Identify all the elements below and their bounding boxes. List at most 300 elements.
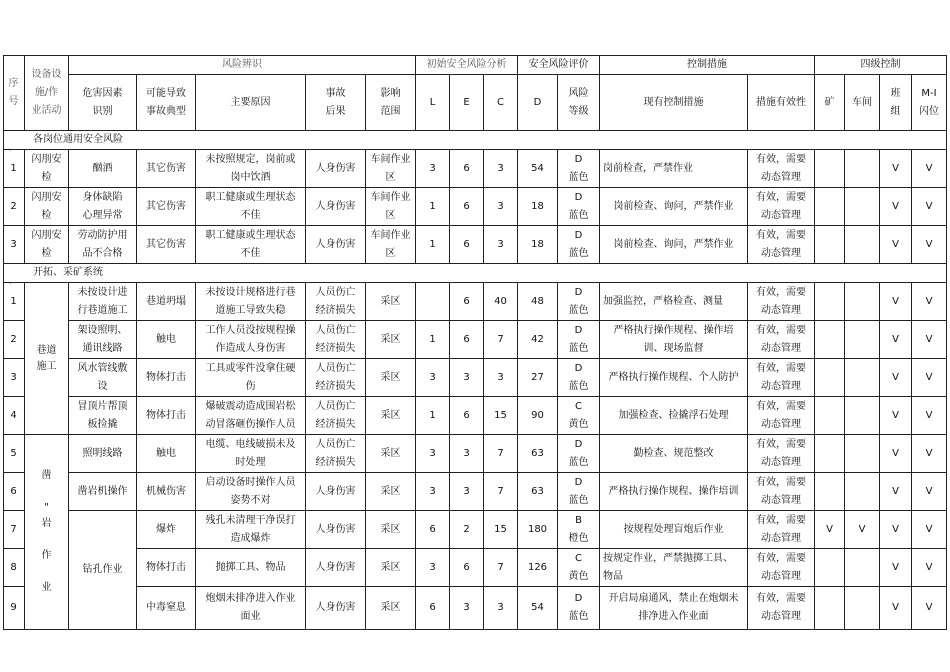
row-consequence	[306, 283, 366, 321]
row-number-text: 6	[10, 485, 17, 497]
row-hazard	[69, 188, 137, 226]
row-E-text: 6	[463, 333, 470, 345]
row-accident-text: 机械伤害	[146, 485, 186, 497]
row-C	[484, 549, 518, 587]
group-drilling-operation-text: 钻孔作业	[82, 564, 123, 575]
row-E	[450, 473, 484, 511]
row-consequence-text: 人员伤亡 经济损失	[315, 438, 356, 468]
row-E-text: 6	[463, 200, 470, 212]
row-D	[518, 359, 558, 397]
header-team	[880, 75, 912, 131]
row-risk-level	[558, 321, 600, 359]
row-C	[484, 587, 518, 630]
row-equipment-text: 闪刖安 检	[31, 229, 62, 259]
header-initial-analysis	[416, 55, 518, 75]
row-equipment-text: 闪刖安 检	[31, 153, 62, 183]
row-cause-text: 电缆、电线破损未及 时处理	[205, 438, 296, 468]
header-control	[600, 55, 815, 75]
row-scope	[366, 549, 416, 587]
row-mine-check	[815, 397, 845, 435]
row-equipment	[25, 150, 69, 188]
row-L-text: 3	[429, 485, 436, 497]
row-L-text: 3	[429, 561, 436, 573]
row-scope-text: 采区	[380, 371, 401, 383]
row-hazard	[69, 359, 137, 397]
row-risk-level-text: D 蓝色	[568, 191, 589, 221]
row-cause	[196, 397, 306, 435]
header-consequence-text: 事故 后果	[325, 87, 346, 117]
row-hazard	[69, 150, 137, 188]
row-hazard	[69, 397, 137, 435]
row-workshop-check	[845, 283, 880, 321]
row-D-text: 27	[531, 371, 544, 383]
row-measures-text: 岗前检查，严禁作业	[603, 162, 693, 174]
row-scope-text: 采区	[380, 485, 401, 497]
row-effectiveness	[748, 435, 815, 473]
row-accident	[137, 188, 196, 226]
row-L	[416, 150, 450, 188]
row-risk-level-text: C 黄色	[568, 400, 589, 430]
row-E-text: 3	[463, 447, 470, 459]
row-L-text: 1	[429, 200, 436, 212]
row-scope	[366, 473, 416, 511]
row-effectiveness	[748, 283, 815, 321]
row-team-check-text: V	[892, 485, 899, 497]
row-scope-text: 车间作业 区	[370, 229, 411, 259]
row-workshop-check	[845, 321, 880, 359]
row-post-check	[912, 283, 947, 321]
row-cause-text: 抛掷工具、物品	[215, 561, 286, 573]
row-effectiveness-text: 有效，需要 动态管理	[756, 229, 806, 259]
row-team-check	[880, 359, 912, 397]
row-E	[450, 511, 484, 549]
header-scope	[366, 75, 416, 131]
row-workshop-check	[845, 435, 880, 473]
row-C	[484, 283, 518, 321]
row-cause	[196, 321, 306, 359]
row-cause-text: 爆破震动造成围岩松 动冒落砸伤操作人员	[205, 400, 296, 430]
row-D	[518, 511, 558, 549]
header-evaluation	[518, 55, 600, 75]
header-effectiveness	[748, 75, 815, 131]
row-hazard-text: 劳动防护用 品不合格	[77, 229, 128, 259]
row-measures	[600, 188, 748, 226]
row-L-text: 3	[429, 371, 436, 383]
row-number-text: 3	[10, 371, 17, 383]
header-post	[912, 75, 947, 131]
row-hazard-text: 酗酒	[92, 162, 113, 174]
row-risk-level	[558, 435, 600, 473]
row-post-check-text: V	[925, 447, 933, 459]
row-D-text: 48	[531, 295, 544, 307]
row-accident-text: 物体打击	[146, 409, 186, 421]
header-level-text: 风险 等级	[568, 87, 589, 117]
row-C	[484, 511, 518, 549]
row-E	[450, 359, 484, 397]
row-risk-level	[558, 473, 600, 511]
row-post-check	[912, 150, 947, 188]
row-consequence	[306, 549, 366, 587]
row-cause-text: 未按设计规格进行巷 道施工导致失稳	[205, 286, 296, 316]
row-mine-check	[815, 321, 845, 359]
section-mark: 、	[8, 276, 18, 286]
row-workshop-check	[845, 511, 880, 549]
row-team-check	[880, 587, 912, 630]
row-cause	[196, 359, 306, 397]
header-evaluation-text: 安全风险评价	[528, 58, 589, 70]
header-control-text: 控制措施	[687, 58, 727, 70]
row-workshop-check	[845, 188, 880, 226]
row-D	[518, 188, 558, 226]
row-team-check-text: V	[892, 295, 899, 307]
header-C	[484, 75, 518, 131]
row-scope-text: 采区	[380, 333, 401, 345]
row-workshop-check	[845, 226, 880, 264]
row-cause-text: 炮烟未排净进入作业 面业	[205, 593, 296, 622]
row-E-text: 3	[463, 371, 470, 383]
row-measures-text: 按规程处理盲炮后作业	[623, 523, 724, 535]
row-cause-text: 未按照规定，岗前或 岗中饮酒	[205, 153, 296, 183]
header-seq	[3, 55, 25, 131]
row-post-check	[912, 587, 947, 630]
header-accident-text: 可能导致 事故典型	[146, 87, 186, 117]
row-workshop-check	[845, 587, 880, 630]
row-effectiveness	[748, 188, 815, 226]
row-number	[3, 226, 25, 264]
row-effectiveness	[748, 226, 815, 264]
header-D	[518, 75, 558, 131]
row-number	[3, 435, 25, 473]
row-L	[416, 511, 450, 549]
row-mine-check	[815, 549, 845, 587]
header-level	[558, 75, 600, 131]
header-risk-identification	[69, 55, 416, 75]
row-cause	[196, 435, 306, 473]
row-scope	[366, 150, 416, 188]
row-D	[518, 226, 558, 264]
row-mine-check-text: V	[826, 523, 833, 535]
row-accident-text: 触电	[156, 447, 176, 459]
row-risk-level-text: D 蓝色	[568, 229, 589, 259]
row-consequence-text: 人身伤害	[315, 200, 356, 212]
row-scope-text: 采区	[380, 602, 401, 613]
row-D-text: 54	[531, 162, 544, 174]
row-D-text: 63	[531, 447, 544, 459]
row-D-text: 18	[531, 238, 544, 250]
row-post-check	[912, 321, 947, 359]
row-team-check-text: V	[892, 200, 899, 212]
row-scope	[366, 511, 416, 549]
row-accident-text: 物体打击	[146, 371, 186, 383]
row-cause	[196, 511, 306, 549]
header-post-text: M-I 闪位	[919, 87, 939, 117]
row-team-check-text: V	[892, 333, 899, 345]
row-measures	[600, 283, 748, 321]
row-mine-check	[815, 188, 845, 226]
row-measures	[600, 435, 748, 473]
row-post-check-text: V	[925, 371, 933, 383]
row-team-check	[880, 226, 912, 264]
row-team-check-text: V	[892, 523, 899, 535]
row-L-text: 3	[429, 162, 436, 174]
row-number	[3, 188, 25, 226]
row-C	[484, 435, 518, 473]
row-scope-text: 采区	[380, 447, 401, 459]
row-C	[484, 359, 518, 397]
row-L	[416, 188, 450, 226]
row-hazard-text: 未按设计进 行巷道施工	[77, 286, 128, 316]
header-consequence	[306, 75, 366, 131]
row-team-check-text: V	[892, 238, 899, 250]
row-mine-check	[815, 150, 845, 188]
row-E	[450, 188, 484, 226]
row-mine-check	[815, 587, 845, 630]
row-number-text: 7	[10, 523, 17, 535]
header-existing-measures-text: 现有控制措施	[643, 96, 704, 108]
row-L-text: 1	[429, 238, 436, 250]
row-risk-level-text: D 蓝色	[568, 286, 589, 316]
row-cause-text: 工具或零件没拿住硬 伤	[205, 362, 296, 392]
row-L	[416, 283, 450, 321]
row-consequence	[306, 359, 366, 397]
row-effectiveness	[748, 359, 815, 397]
header-L	[416, 75, 450, 131]
row-effectiveness-text: 有效，需要 动态管理	[756, 286, 806, 316]
row-cause	[196, 473, 306, 511]
header-E	[450, 75, 484, 131]
row-cause-text: 职工健康或生理状态 不佳	[205, 191, 296, 221]
row-workshop-check	[845, 397, 880, 435]
row-workshop-check-text: V	[858, 523, 866, 535]
row-accident-text: 爆炸	[156, 523, 176, 535]
row-post-check-text: V	[925, 409, 933, 421]
row-C-text: 40	[494, 295, 507, 307]
row-number	[3, 321, 25, 359]
group-rock-drilling-text: 凿 " 岩 作 业	[41, 470, 52, 593]
row-E	[450, 283, 484, 321]
row-D	[518, 150, 558, 188]
header-E-text: E	[463, 96, 470, 108]
row-scope-text: 采区	[380, 561, 401, 573]
header-mine-text: 矿	[824, 96, 835, 108]
row-scope	[366, 359, 416, 397]
row-number-text: 3	[10, 238, 17, 250]
row-consequence-text: 人身伤害	[315, 162, 356, 174]
row-effectiveness	[748, 321, 815, 359]
row-number-text: 9	[10, 602, 17, 613]
row-team-check	[880, 511, 912, 549]
row-team-check	[880, 549, 912, 587]
row-effectiveness-text: 有效，需要 动态管理	[756, 476, 806, 506]
row-risk-level	[558, 226, 600, 264]
row-D	[518, 283, 558, 321]
row-post-check	[912, 188, 947, 226]
row-post-check	[912, 549, 947, 587]
row-hazard-text: 照明线路	[82, 447, 123, 459]
header-risk-identification-text: 风险辨识	[222, 58, 262, 70]
row-risk-level-text: C 黄色	[568, 552, 589, 582]
row-accident-text: 其它伤害	[146, 162, 186, 174]
row-consequence-text: 人身伤害	[315, 561, 356, 573]
row-C	[484, 473, 518, 511]
row-risk-level-text: B 橙色	[568, 514, 589, 544]
header-hazard-text: 危害因素 识别	[82, 87, 123, 117]
row-post-check	[912, 359, 947, 397]
row-measures	[600, 321, 748, 359]
row-consequence	[306, 587, 366, 630]
row-D-text: 126	[527, 561, 548, 573]
row-accident-text: 触电	[156, 333, 176, 345]
section-row	[3, 131, 947, 150]
row-scope-text: 采区	[380, 523, 401, 535]
row-effectiveness-text: 有效，需要 动态管理	[756, 153, 806, 183]
row-D-text: 42	[531, 333, 544, 345]
row-D-text: 18	[531, 200, 544, 212]
row-effectiveness-text: 有效，需要 动态管理	[756, 593, 806, 622]
row-post-check	[912, 226, 947, 264]
group-rock-drilling	[25, 435, 69, 630]
row-accident	[137, 397, 196, 435]
row-number	[3, 587, 25, 630]
row-workshop-check	[845, 549, 880, 587]
row-workshop-check	[845, 473, 880, 511]
row-number-text: 5	[10, 447, 17, 459]
row-cause	[196, 549, 306, 587]
row-mine-check	[815, 435, 845, 473]
row-C-text: 7	[497, 485, 504, 497]
row-scope-text: 采区	[380, 409, 401, 421]
row-risk-level-text: D 蓝色	[568, 324, 589, 354]
row-measures-text: 严格执行操作规程、操作培训	[608, 485, 739, 497]
row-L-text: 6	[429, 523, 436, 535]
section-row	[3, 264, 947, 283]
row-post-check-text: V	[925, 238, 933, 250]
header-cause-text: 主要原因	[230, 96, 271, 108]
row-scope-text: 车间作业 区	[370, 191, 411, 221]
header-cause	[196, 75, 306, 131]
section-mark: 、	[8, 143, 18, 153]
row-cause	[196, 188, 306, 226]
row-D-text: 63	[531, 485, 544, 497]
row-mine-check	[815, 511, 845, 549]
row-consequence-text: 人身伤害	[315, 485, 356, 497]
section-row-text: 开拓、采矿系统	[33, 267, 103, 278]
row-hazard-text: 架设照明、 通讯线路	[77, 324, 128, 354]
row-mine-check	[815, 226, 845, 264]
row-consequence-text: 人员伤亡 经济损失	[315, 400, 356, 430]
row-cause-text: 启动设备时操作人员 姿势不对	[205, 476, 296, 506]
row-post-check	[912, 511, 947, 549]
row-consequence-text: 人员伤亡 经济损失	[315, 324, 356, 354]
row-accident	[137, 321, 196, 359]
row-L	[416, 397, 450, 435]
row-measures-text: 开启局扇通风，禁止在炮烟未 排净进入作业面	[608, 593, 739, 622]
row-consequence	[306, 397, 366, 435]
row-team-check	[880, 283, 912, 321]
row-accident	[137, 587, 196, 630]
row-effectiveness-text: 有效，需要 动态管理	[756, 400, 806, 430]
row-D	[518, 435, 558, 473]
row-C-text: 3	[497, 238, 504, 250]
row-accident	[137, 511, 196, 549]
row-risk-level-text: D 蓝色	[568, 362, 589, 392]
row-E	[450, 226, 484, 264]
row-measures-text: 严格执行操作规程、个人防护	[608, 371, 739, 383]
row-number-text: 1	[10, 295, 17, 307]
row-hazard	[69, 283, 137, 321]
row-cause	[196, 587, 306, 630]
row-post-check-text: V	[925, 162, 933, 174]
row-D	[518, 549, 558, 587]
row-post-check-text: V	[925, 200, 933, 212]
row-measures-text: 岗前检查、询问，严禁作业	[613, 238, 734, 250]
row-C-text: 3	[497, 602, 504, 613]
row-L	[416, 359, 450, 397]
row-team-check	[880, 150, 912, 188]
row-accident	[137, 473, 196, 511]
row-cause-text: 残孔未清理干净误打 造成爆炸	[205, 514, 296, 544]
row-risk-level-text: D 蓝色	[568, 476, 589, 506]
row-D-text: 54	[531, 602, 544, 613]
row-C	[484, 397, 518, 435]
row-E-text: 6	[463, 162, 470, 174]
row-D	[518, 321, 558, 359]
row-team-check-text: V	[892, 162, 899, 174]
row-risk-level	[558, 283, 600, 321]
row-accident	[137, 359, 196, 397]
row-consequence	[306, 511, 366, 549]
row-measures	[600, 150, 748, 188]
header-D-text: D	[533, 96, 542, 108]
header-existing-measures	[600, 75, 748, 131]
row-D-text: 90	[531, 409, 544, 421]
row-L	[416, 226, 450, 264]
row-team-check-text: V	[892, 561, 899, 573]
row-E-text: 6	[463, 409, 470, 421]
row-number-text: 8	[10, 561, 17, 573]
row-effectiveness-text: 有效，需要 动态管理	[756, 191, 806, 221]
row-number-text: 2	[10, 200, 17, 212]
row-E	[450, 435, 484, 473]
row-scope	[366, 587, 416, 630]
row-workshop-check	[845, 150, 880, 188]
row-consequence-text: 人身伤害	[315, 238, 356, 250]
row-C	[484, 188, 518, 226]
header-four-level	[815, 55, 947, 75]
row-L	[416, 473, 450, 511]
row-D	[518, 587, 558, 630]
row-hazard	[69, 435, 137, 473]
row-scope	[366, 188, 416, 226]
row-scope	[366, 321, 416, 359]
row-number	[3, 511, 25, 549]
row-effectiveness-text: 有效，需要 动态管理	[756, 552, 806, 582]
header-accident	[137, 75, 196, 131]
row-C-text: 3	[497, 200, 504, 212]
row-scope	[366, 226, 416, 264]
row-risk-level-text: D 蓝色	[568, 438, 589, 468]
row-E-text: 6	[463, 238, 470, 250]
row-measures-text: 加强监控，严格检查、测量	[603, 295, 723, 307]
row-measures-text: 岗前检查、询问，严禁作业	[613, 200, 734, 212]
row-number	[3, 150, 25, 188]
row-effectiveness	[748, 549, 815, 587]
row-C-text: 3	[497, 162, 504, 174]
row-C-text: 7	[497, 561, 504, 573]
row-team-check-text: V	[892, 602, 899, 613]
row-D-text: 180	[527, 523, 548, 535]
row-risk-level	[558, 397, 600, 435]
